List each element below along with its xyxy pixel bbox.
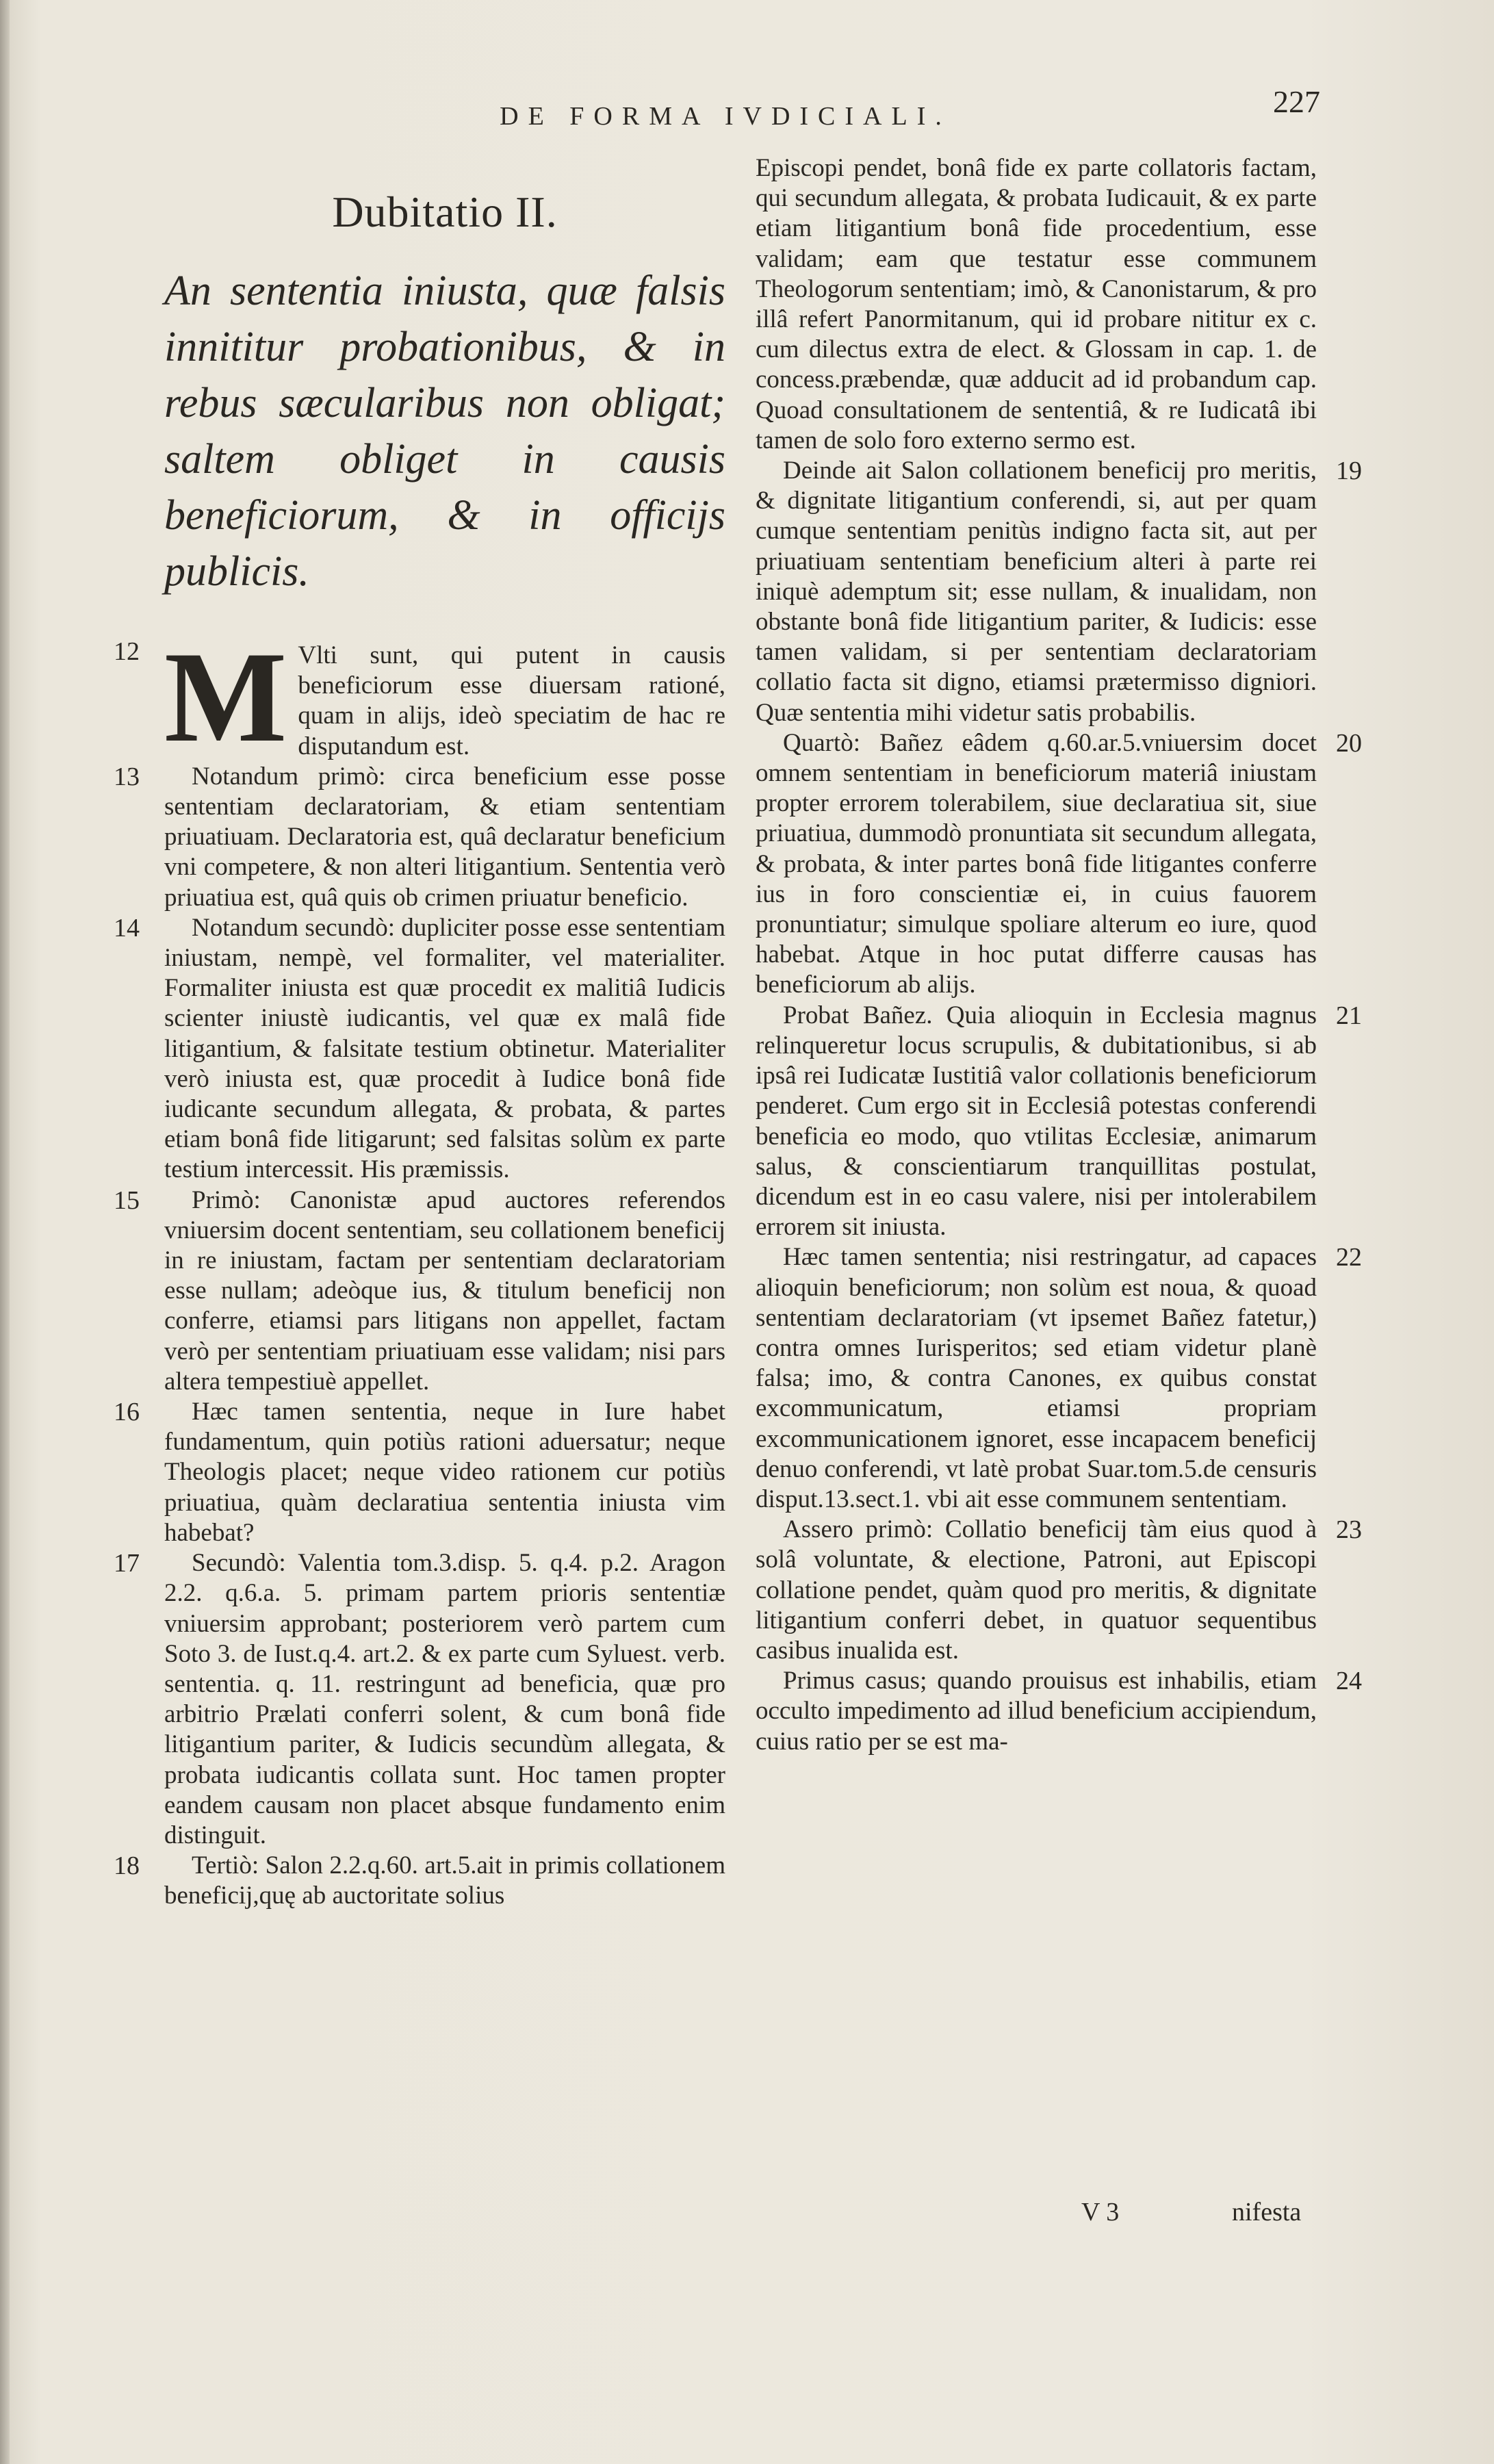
margin-number: 14: [114, 913, 140, 942]
paragraph: [114, 1851, 725, 1911]
paragraph: [756, 1515, 1362, 1666]
right-column: [756, 153, 1362, 1757]
paragraph-text: Primò: Canonistæ apud auctores referendos vniuersim docent sententiam, seu collationem beneficij in re iniustam, factam per sententiam declaratoriam esse nullam; adeòque ius, & titulum beneficij non conferre, etiamsi pars litigans non appellet, factam verò per sententiam priuatiuam esse validam; nisi pars altera tempestiuè appellet.: [164, 1185, 725, 1396]
paragraph-text: Quartò: Bañez eâdem q.60.ar.5.vniuersim docet omnem sententiam in beneficiorum materiâ iniustam propter errorem tolerabilem, siue declaratiua sit, siue priuatiua, dummodò pronuntiata sit secundum allegata, & probata, & inter partes bonâ fide litigantes conferre ius in foro conscientiæ ei, in cuius fauorem pronuntiatur; simulque spoliare alterum eo iure, quod habebat. Atque in hoc putat differre causas has beneficiorum ab alijs.: [756, 728, 1317, 999]
paragraph: [756, 728, 1362, 1001]
margin-number: 22: [1336, 1243, 1362, 1272]
margin-number: 24: [1336, 1667, 1362, 1696]
paragraph-text: Deinde ait Salon collationem beneficij pro meritis, & dignitate litigantium conferendi, si, aut per quam cumque sententiam penitùs indigno facta sit, aut per priuatiuam sententiam beneficium alteri à parte rei iniquè ademptum sit; esse nullam, & inualidam, non obstante bonâ fide litigantium pariter, & Iudicis: esse tamen validam, si per sententiam declaratoriam collatio facta sit digno, etiamsi prætermisso digniori. Quæ sententia mihi videtur satis probabilis.: [756, 457, 1317, 727]
margin-number: 16: [114, 1398, 140, 1427]
paragraph-text: Primus casus; quando prouisus est inhabilis, etiam occulto impedimento ad illud beneficium accipiendum, cuius ratio per se est ma-: [756, 1667, 1317, 1756]
question-title: An sententia iniusta, quæ falsis innititur probationibus, & in rebus sæcularibus non obligat; saltem obliget in causis beneficiorum, & in officijs publicis.: [164, 268, 725, 595]
margin-number: 23: [1336, 1515, 1362, 1545]
paragraph: [114, 626, 725, 769]
paragraph: [114, 1397, 725, 1548]
paragraph: [756, 1001, 1362, 1243]
paragraph: [756, 1242, 1362, 1515]
paragraph: [114, 1548, 725, 1851]
margin-number: 13: [114, 762, 140, 791]
paragraph-text: Hæc tamen sententia; nisi restringatur, ad capaces alioquin beneficiorum; non solùm est noua, & quoad sententiam declaratoriam (vt ipsemet Bañez fatetur,) contra omnes Iurisperitos; sed etiam videtur planè falsa; imo, & contra Canones, ex quibus constat excommunicatum, etiamsi propriam excommunicationem ignoret, esse incapacem beneficij denuo conferendi, vt latè probat Suar.tom.5.de censuris disput.13.sect.1. vbi ait esse communem sententiam.: [756, 1243, 1317, 1513]
paragraph: [114, 1185, 725, 1397]
running-title: DE FORMA IVDICIALI.: [500, 102, 951, 131]
margin-number: 19: [1336, 457, 1362, 486]
section-heading: Dubitatio II.: [332, 188, 558, 236]
drop-cap: M: [164, 626, 287, 769]
paragraph-text: Notandum primò: circa beneficium esse posse sententiam declaratoriam, & etiam sententiam priuatiuam. Declaratoria est, quâ declaratur beneficium vni competere, & non alteri litigantium. Sententia verò priuatiua est, quâ quis ob crimen priuatur beneficio.: [164, 762, 725, 912]
signature-mark: V 3: [1081, 2198, 1120, 2226]
paragraph-text: Assero primò: Collatio beneficij tàm eius quod à solâ voluntate, & electione, Patroni, aut Episcopi collatione pendet, quàm quod pro meritis, & dignitate litigantium conferri debet, in quatuor sequentibus casibus inualida est.: [756, 1515, 1317, 1665]
margin-number: 18: [114, 1851, 140, 1881]
paragraph-text: Notandum secundò: dupliciter posse esse sententiam iniustam, nempè, vel formaliter, vel materialiter. Formaliter iniusta est quæ procedit ex malitiâ Iudicis scienter iniustè iudicantis, vel quæ ex malâ fide litigantium, & falsitate testium obtinetur. Materialiter verò iniusta est, quæ procedit à Iudice bonâ fide iudicante secundum allegata, & probata, & partes etiam bonâ fide litigarunt; sed falsitas solùm ex parte testium intercessit. His præmissis.: [164, 913, 725, 1184]
paragraph: [114, 913, 725, 1185]
margin-number: 21: [1336, 1001, 1362, 1030]
margin-number: 20: [1336, 728, 1362, 758]
paragraph-text: Tertiò: Salon 2.2.q.60. art.5.ait in primis collationem beneficij,quę ab auctoritate solius: [164, 1851, 725, 1910]
paragraph: [756, 153, 1317, 456]
paragraph-text: Episcopi pendet, bonâ fide ex parte collatoris factam, qui secundum allegata, & probata Iudicauit, & ex parte etiam litigantium bonâ fide procedentium, esse validam; eam que testatur esse communem Theologorum sententiam; imò, & Canonistarum, & pro illâ refert Panormitanum, qui id probare nititur ex c. cum dilectus extra de elect. & Glossam in cap. 1. de concess.præbendæ, quæ adducit ad id probandum cap. Quoad consultationem de sententiâ, & re Iudicatâ ibi tamen de solo foro externo sermo est.: [756, 154, 1317, 454]
paragraph: [756, 456, 1362, 728]
paragraph: [756, 1666, 1362, 1757]
margin-number: 17: [114, 1549, 140, 1578]
page-number: 227: [1273, 84, 1320, 119]
right-paragraphs: [756, 153, 1362, 1757]
paragraph-text: Hæc tamen sententia, neque in Iure habet fundamentum, quin potiùs rationi aduersatur; neque Theologis placet; neque video rationem cur potiùs priuatiua, quàm declaratiua sententia iniusta vim habebat?: [164, 1398, 725, 1547]
left-column: [114, 185, 725, 1912]
left-paragraphs: [114, 626, 725, 1912]
paragraph-text: Vlti sunt, qui putent in causis beneficiorum esse diuersam rationé, quam in alijs, ideò speciatim de hac re disputandum est.: [298, 641, 725, 760]
paragraph: [114, 762, 725, 913]
book-spine-shadow: [0, 0, 10, 2464]
paragraph-text: Probat Bañez. Quia alioquin in Ecclesia magnus relinqueretur locus scrupulis, & dubitationibus, si ab ipsâ rei Iudicatæ Iustitiâ valor collationis beneficiorum penderet. Cum ergo sit in Ecclesiâ potestas conferendi beneficia eo modo, quo vtilitas Ecclesiæ, animarum salus, & conscientiarum tranquillitas postulat, dicendum est in eo casu valere, nisi per intolerabilem errorem sit iniusta.: [756, 1001, 1317, 1242]
catchword: nifesta: [1232, 2198, 1302, 2226]
margin-number: 12: [114, 637, 140, 666]
paragraph-text: Secundò: Valentia tom.3.disp. 5. q.4. p.2. Aragon 2.2. q.6.a. 5. primam partem prioris sententiæ vniuersim approbant; posteriorem verò partem cum Soto 3. de Iust.q.4. art.2. & ex parte cum Syluest. verb. sententia. q. 11. restringunt ad beneficia, quæ pro arbitrio Prælati conferri solent, & cum bonâ fide litigantium pariter, & Iudicis secundùm allegata, & probata iudicantis collata sunt. Hoc tamen propter eandem causam non placet absque fundamento enim distinguit.: [164, 1549, 725, 1849]
margin-number: 15: [114, 1185, 140, 1215]
